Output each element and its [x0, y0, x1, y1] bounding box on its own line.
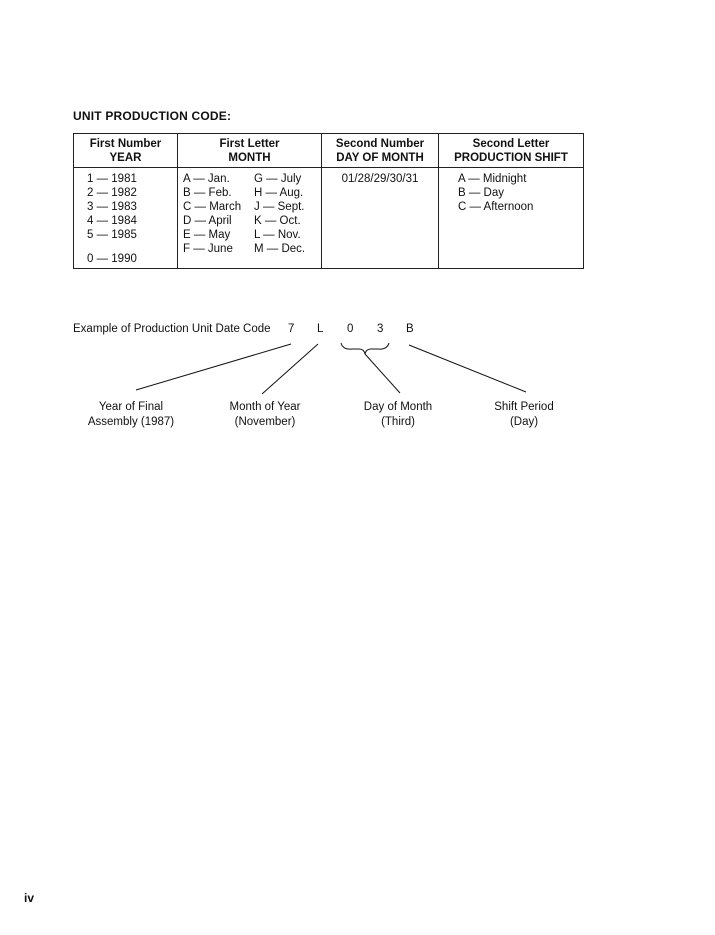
meaning-month: [205, 400, 325, 430]
meaning-shift-line2: (Day): [509, 416, 539, 428]
month-item: B — Feb.: [183, 187, 232, 199]
month-item: J — Sept.: [254, 201, 305, 213]
year-item: 1 — 1981: [87, 173, 137, 185]
meaning-day: [338, 400, 458, 430]
connector-shift: [409, 345, 526, 392]
header-day-line2: DAY OF MONTH: [336, 152, 424, 164]
code-char-month: L: [317, 323, 324, 335]
connector-month: [262, 344, 318, 394]
header-month-line1: First Letter: [219, 138, 280, 150]
day-values: 01/28/29/30/31: [341, 173, 419, 185]
meaning-year: [71, 400, 191, 430]
year-item: 2 — 1982: [87, 187, 137, 199]
meaning-shift-line1: Shift Period: [494, 401, 554, 413]
month-item: L — Nov.: [254, 229, 301, 241]
code-char-day-ones: 3: [377, 323, 384, 335]
meaning-shift: [464, 400, 584, 430]
header-year-line2: YEAR: [109, 152, 142, 164]
month-item: F — June: [183, 243, 233, 255]
year-item: 4 — 1984: [87, 215, 137, 227]
month-item: M — Dec.: [254, 243, 306, 255]
header-shift-line1: Second Letter: [472, 138, 550, 150]
page-number: iv: [24, 891, 35, 905]
header-year-line1: First Number: [89, 138, 162, 150]
month-item: C — March: [183, 201, 242, 213]
meaning-month-line2: (November): [234, 416, 296, 428]
year-item: 0 — 1990: [87, 253, 137, 265]
month-item: K — Oct.: [254, 215, 301, 227]
shift-item: C — Afternoon: [458, 201, 534, 213]
day-brace: [341, 343, 389, 354]
header-month-line2: MONTH: [228, 152, 271, 164]
meaning-day-line2: (Third): [381, 416, 415, 428]
meaning-month-line1: Month of Year: [229, 401, 301, 413]
connector-day: [365, 354, 400, 393]
example-label: Example of Production Unit Date Code: [73, 323, 271, 335]
meaning-year-line1: Year of Final: [98, 401, 164, 413]
code-char-shift: B: [406, 323, 414, 335]
year-item: 5 — 1985: [87, 229, 137, 241]
month-item: H — Aug.: [254, 187, 304, 199]
code-char-year: 7: [288, 323, 295, 335]
month-item: D — April: [183, 215, 232, 227]
shift-item: A — Midnight: [458, 173, 527, 185]
shift-item: B — Day: [458, 187, 505, 199]
year-item: 3 — 1983: [87, 201, 137, 213]
meaning-day-line1: Day of Month: [363, 401, 433, 413]
header-day-line1: Second Number: [335, 138, 425, 150]
section-heading: UNIT PRODUCTION CODE:: [73, 109, 232, 123]
connector-year: [136, 344, 291, 390]
meaning-year-line2: Assembly (1987): [87, 416, 175, 428]
month-item: G — July: [254, 173, 302, 185]
code-char-day-tens: 0: [347, 323, 354, 335]
header-shift-line2: PRODUCTION SHIFT: [454, 152, 568, 164]
month-item: A — Jan.: [183, 173, 230, 185]
month-item: E — May: [183, 229, 231, 241]
